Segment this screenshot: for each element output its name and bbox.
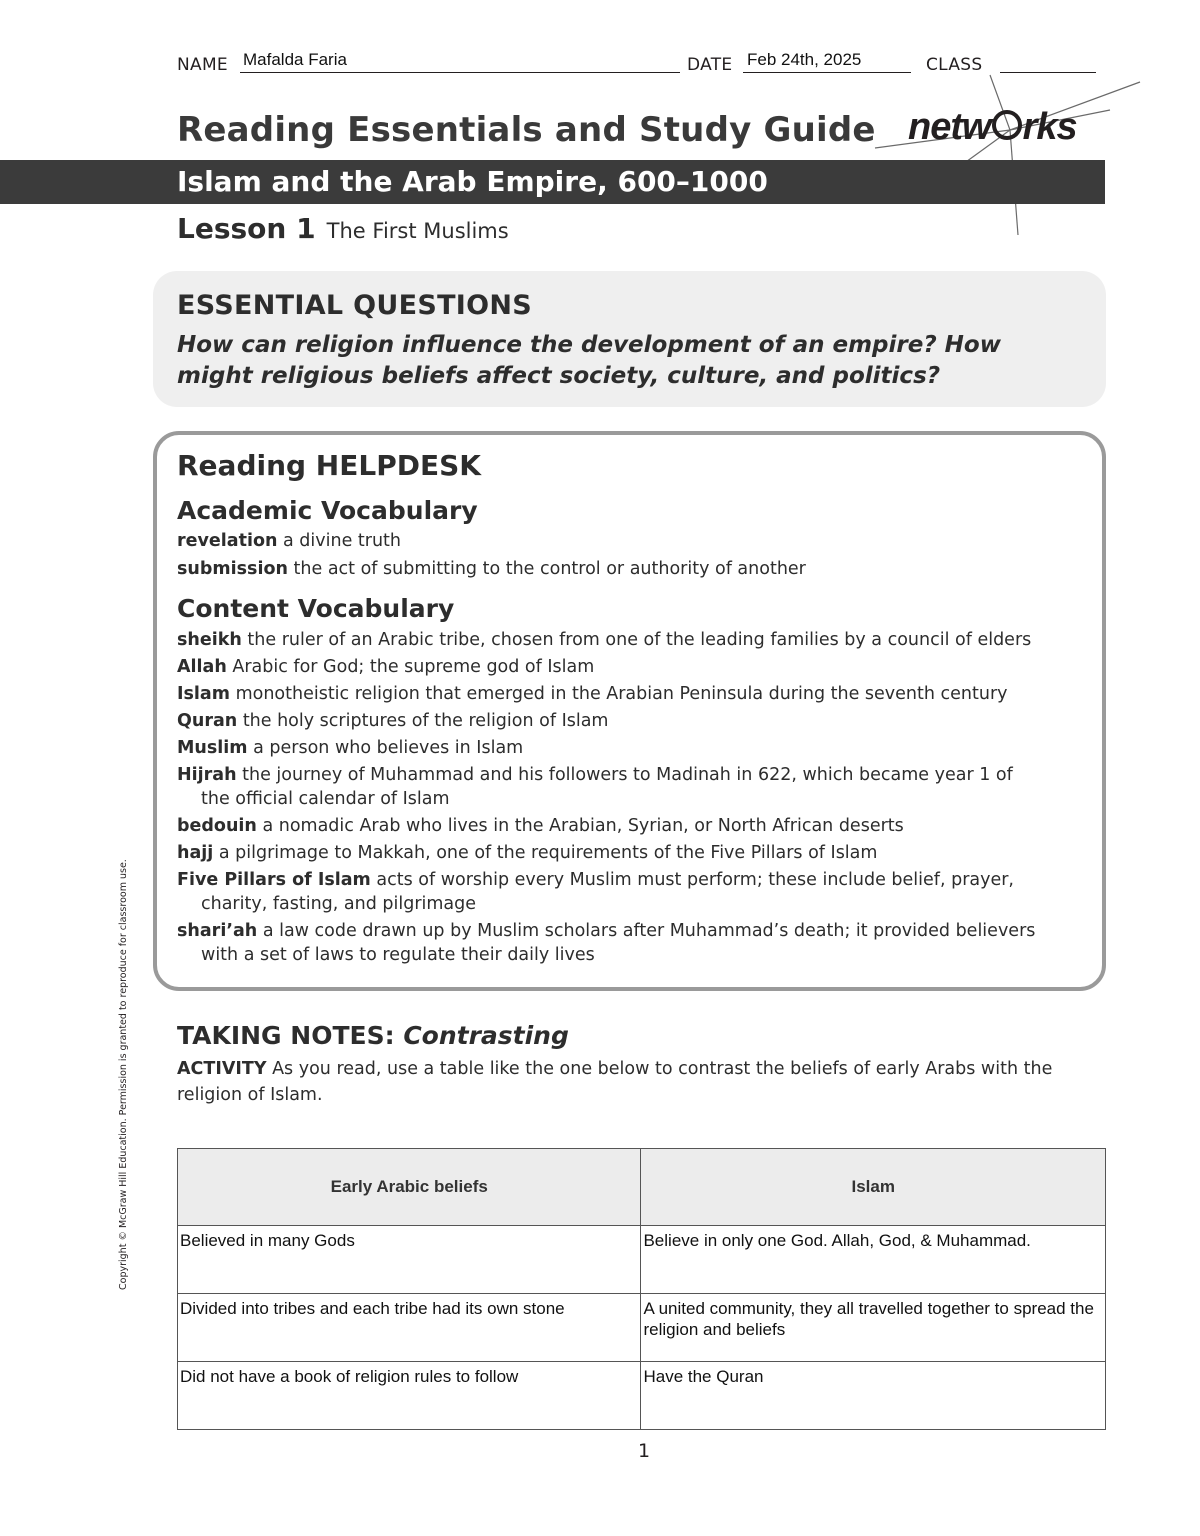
academic-vocabulary-list <box>177 529 1087 581</box>
vocab-def-continued: charity, fasting, and pilgrimage <box>201 894 477 914</box>
table-cell[interactable]: Divided into tribes and each tribe had its own stone <box>178 1294 641 1362</box>
vocab-term: hajj <box>177 843 214 863</box>
table-header-cell: Islam <box>641 1149 1106 1226</box>
activity-instructions <box>177 1056 1087 1108</box>
essential-questions-heading: ESSENTIAL QUESTIONS <box>177 290 533 321</box>
taking-notes-label: TAKING NOTES: <box>177 1021 395 1050</box>
table-row <box>178 1362 1106 1430</box>
lesson-title: The First Muslims <box>326 219 509 243</box>
vocab-def: acts of worship every Muslim must perform; these include belief, prayer, <box>376 870 1014 890</box>
vocab-def: the journey of Muhammad and his followers to Madinah in 622, which became year 1 of <box>242 765 1013 785</box>
vocab-term: Five Pillars of Islam <box>177 870 371 890</box>
name-line <box>240 72 680 73</box>
vocab-term: shari’ah <box>177 921 258 941</box>
copyright-notice: Copyright © McGraw Hill Education. Permission is granted to reproduce for classroom use. <box>118 859 129 1290</box>
vocab-def-continued: the official calendar of Islam <box>201 789 450 809</box>
table-header-row <box>178 1149 1106 1226</box>
name-label: NAME <box>177 55 228 75</box>
vocab-item <box>177 529 1087 553</box>
vocab-item <box>177 655 1092 679</box>
class-label: CLASS <box>926 55 983 75</box>
vocab-item <box>177 841 1092 865</box>
table-cell[interactable]: A united community, they all travelled together to spread the religion and beliefs <box>641 1294 1106 1362</box>
table-cell[interactable]: Believed in many Gods <box>178 1226 641 1294</box>
table-cell[interactable]: Did not have a book of religion rules to follow <box>178 1362 641 1430</box>
vocab-item <box>177 919 1092 967</box>
lesson-heading <box>177 212 509 245</box>
vocab-def: a pilgrimage to Makkah, one of the requirements of the Five Pillars of Islam <box>218 843 878 863</box>
vocab-term: sheikh <box>177 630 242 650</box>
vocab-item <box>177 709 1092 733</box>
chapter-title: Islam and the Arab Empire, 600–1000 <box>177 165 768 198</box>
vocab-def: Arabic for God; the supreme god of Islam <box>232 657 595 677</box>
vocab-item <box>177 763 1092 811</box>
page-number: 1 <box>638 1440 651 1462</box>
vocab-def: monotheistic religion that emerged in the Arabian Peninsula during the seventh century <box>235 684 1008 704</box>
vocab-def: a nomadic Arab who lives in the Arabian, Syrian, or North African deserts <box>262 816 904 836</box>
date-label: DATE <box>687 55 733 75</box>
essential-question-line-1: How can religion influence the development of an empire? How <box>177 332 1001 358</box>
vocab-item <box>177 736 1092 760</box>
vocab-item <box>177 682 1092 706</box>
vocab-item <box>177 557 1087 581</box>
logo-text-left: netw <box>908 106 991 148</box>
academic-vocabulary-heading: Academic Vocabulary <box>177 496 478 525</box>
vocab-term: Allah <box>177 657 227 677</box>
page-title: Reading Essentials and Study Guide <box>177 110 876 150</box>
table-row <box>178 1226 1106 1294</box>
vocab-term: Muslim <box>177 738 248 758</box>
chapter-banner <box>0 160 1105 204</box>
vocab-def: a law code drawn up by Muslim scholars after Muhammad’s death; it provided believers <box>262 921 1036 941</box>
content-vocabulary-heading: Content Vocabulary <box>177 594 455 623</box>
vocab-def: a divine truth <box>283 531 402 551</box>
vocab-term: bedouin <box>177 816 257 836</box>
activity-text: As you read, use a table like the one below to contrast the beliefs of early Arabs with the religion of Islam. <box>177 1059 1053 1105</box>
vocab-term: Quran <box>177 711 238 731</box>
lesson-number: Lesson 1 <box>177 212 316 245</box>
vocab-term: Hijrah <box>177 765 237 785</box>
taking-notes-skill: Contrasting <box>403 1021 569 1050</box>
helpdesk-title: Reading HELPDESK <box>177 449 481 482</box>
vocab-term: submission <box>177 559 288 579</box>
vocab-item <box>177 868 1092 916</box>
vocab-def: the holy scriptures of the religion of Islam <box>242 711 609 731</box>
table-row <box>178 1294 1106 1362</box>
vocab-term: revelation <box>177 531 278 551</box>
table-cell[interactable]: Have the Quran <box>641 1362 1106 1430</box>
vocab-item <box>177 814 1092 838</box>
vocab-def: a person who believes in Islam <box>253 738 524 758</box>
taking-notes-heading <box>177 1021 569 1050</box>
content-vocabulary-list <box>177 628 1092 967</box>
name-value[interactable]: Mafalda Faria <box>243 50 347 69</box>
essential-question-line-2: might religious beliefs affect society, culture, and politics? <box>177 363 941 389</box>
logo-o-icon <box>992 110 1022 140</box>
vocab-def: the act of submitting to the control or authority of another <box>293 559 806 579</box>
vocab-item <box>177 628 1092 652</box>
logo-text-right: rks <box>1022 106 1077 148</box>
vocab-def-continued: with a set of laws to regulate their daily lives <box>201 945 595 965</box>
networks-logo-burst <box>870 70 1150 240</box>
networks-logo <box>908 106 1077 149</box>
table-cell[interactable]: Believe in only one God. Allah, God, & Muhammad. <box>641 1226 1106 1294</box>
date-value[interactable]: Feb 24th, 2025 <box>747 50 862 69</box>
contrast-table <box>177 1148 1106 1430</box>
vocab-def: the ruler of an Arabic tribe, chosen from one of the leading families by a council of elders <box>247 630 1032 650</box>
activity-label: ACTIVITY <box>177 1059 267 1079</box>
vocab-term: Islam <box>177 684 230 704</box>
table-header-cell: Early Arabic beliefs <box>178 1149 641 1226</box>
